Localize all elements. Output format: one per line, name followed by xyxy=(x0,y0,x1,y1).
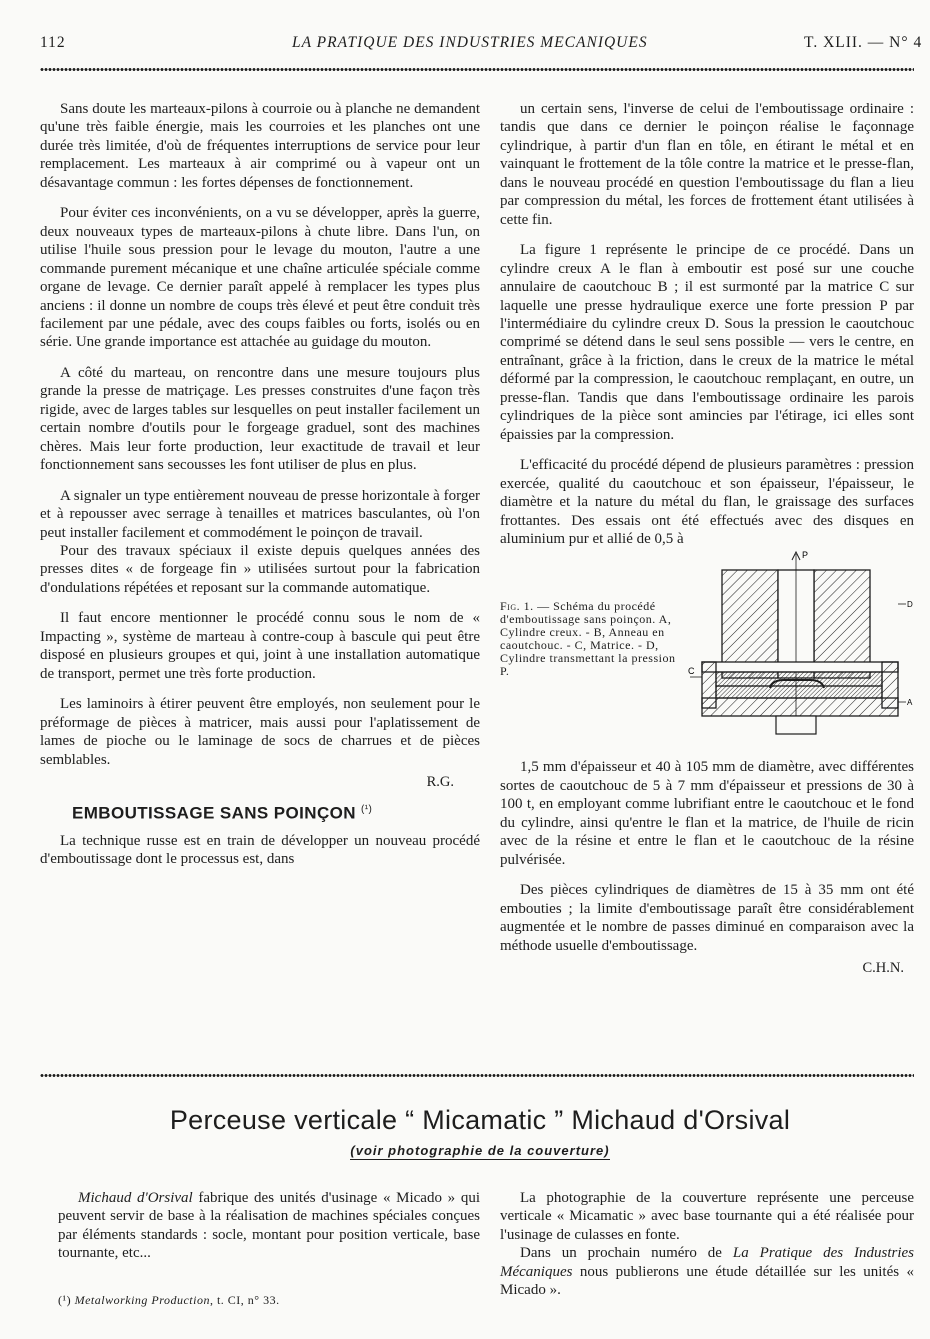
article-subtitle xyxy=(0,1143,930,1158)
left-column xyxy=(40,100,480,880)
paragraph: La technique russe est en train de développer un nouveau procédé d'emboutissage dont le processus est, dans xyxy=(40,832,480,867)
journal-title: LA PRATIQUE DES INDUSTRIES MECANIQUES xyxy=(292,34,648,51)
figure-1 xyxy=(500,550,914,740)
paragraph: Il faut encore mentionner le procédé connu sous le nom de « Impacting », système de marteau à contre-coup à bascule qui peut être disposé en plusieurs groupes et qui, joint à une installation automatique de transport, permet une très forte production. xyxy=(40,610,480,682)
label-p: P xyxy=(802,550,809,561)
signature: C.H.N. xyxy=(862,959,904,976)
article-subtitle-text: (voir photographie de la couverture) xyxy=(350,1143,610,1158)
paragraph: Sans doute les marteaux-pilons à courroie ou à planche ne demandent qu'une très faible énergie, mais les courroies et les planches ont une durée très limitée, d'où de fréquentes interruptions de service pour leur remplacement. Les marteaux à air comprimé ou à vapeur ont un désavantage commun : les fortes dépenses de fonctionnement. xyxy=(40,101,480,191)
paragraph: L'efficacité du procédé dépend de plusieurs paramètres : pression exercée, qualité du caoutchouc et son épaisseur, l'épaisseur, le diamètre et la nature du métal du flan, le graissage des surfaces frottantes. Des essais ont été effectués avec des disques en aluminium pur et allié de 0,5 à xyxy=(500,457,914,547)
label-c: C xyxy=(688,666,695,677)
footnote-reference: (¹) xyxy=(361,804,373,816)
volume-number: T. XLII. — N° 4 xyxy=(804,34,923,51)
paragraph-text: nous publierons une étude détaillée sur les unités « Micado ». xyxy=(500,1263,914,1299)
journal-name: La Pratique des Industries Mécaniques xyxy=(500,1245,914,1280)
article-title: Perceuse verticale “ Micamatic ” Michaud d'Orsival xyxy=(169,1105,791,1135)
paragraph xyxy=(58,1189,480,1263)
figure-caption-text: — Schéma du procédé d'emboutissage sans poinçon. A, Cylindre creux. - B, Anneau en caoutchouc. - C, Matrice. - D, Cylindre transmettant la pression P. xyxy=(500,599,676,679)
paragraph: La figure 1 représente le principe de ce procédé. Dans un cylindre creux A le flan à emboutir est posé sur une couche annulaire de caoutchouc B ; il est surmonté par la matrice C sur laquelle une presse hydraulique exerce une forte pression P par l'intermédiaire du cylindre creux D. Sous la pression le caoutchouc comprimé se détend dans le seul sens possible — vers le centre, en entraînant, grâce à la friction, dans le creux de la matrice le métal déformé par la compression, le caoutchouc remplaçant, en outre, un presse-flan. Tandis que dans l'emboutissage ordinaire les parois cylindriques de la pièce sont amincies par l'étirage, ici elles sont épaissies par la compression. xyxy=(500,242,914,443)
paragraph: La photographie de la couverture représente une perceuse verticale « Micamatic » avec base tournante qui a été réalisée pour l'usinage de culasses en fonte. xyxy=(500,1190,914,1243)
brand-name: Michaud d'Orsival xyxy=(78,1190,193,1206)
paragraph: 1,5 mm d'épaisseur et 40 à 105 mm de diamètre, avec différentes sortes de caoutchouc de 5 à 7 mm d'épaisseur et pressions de 30 à 100 t, en employant comme lubrifiant entre le caoutchouc et le fond du cylindre, ainsi qu'entre le flan et la matrice, de l'huile de ricin avec de la résine et entre le flan et le caoutchouc de la résine pulvérisée. xyxy=(500,759,914,868)
embossing-diagram xyxy=(688,550,914,740)
paragraph-text: fabrique des unités d'usinage « Micado » qui peuvent servir de base à la réalisation de machines spéciales conçues par éléments standards : socle, montant pour position verticale, base tournante, etc... xyxy=(58,1190,481,1262)
base xyxy=(776,716,816,734)
dotted-rule-top xyxy=(40,67,914,72)
section-heading xyxy=(72,801,480,823)
paragraph: Pour éviter ces inconvénients, on a vu se développer, après la guerre, deux nouveaux types de marteaux-pilons à chute libre. Dans l'un, on utilise l'huile sous pression pour le levage du mouton, l'autre a une commande purement mécanique et une chaîne articulée spéciale comme organe de levage. Ce dernier paraît appelé à remplacer les types plus anciens : il donne un nombre de coups très élevé et peut être conduit très facilement par une pédale, avec des coups faibles ou forts, isolés ou en série. Une grande importance est attachée au guidage du mouton. xyxy=(40,205,480,351)
footnote-ref: , t. CI, n° 33. xyxy=(209,1293,280,1307)
dotted-rule-bottom xyxy=(40,1073,914,1078)
article2-right xyxy=(500,1189,914,1300)
paragraph: Les laminoirs à étirer peuvent être employés, non seulement pour le préformage de pièces à matricer, mais aussi pour l'aplatissement de lames de pioche ou le laminage de socs de charrues et de pièces semblables. xyxy=(40,696,480,768)
section-heading-text: EMBOUTISSAGE SANS POINÇON xyxy=(72,804,356,824)
running-header xyxy=(0,34,930,56)
figure-caption xyxy=(500,600,682,678)
page-number: 112 xyxy=(40,34,66,51)
paragraph: Pour des travaux spéciaux il existe depuis quelques années des presses dites « de forgeage fin » utilisées surtout pour la fabrication d'ondulations répétées et reposant sur la commande automatique. xyxy=(40,542,480,596)
label-a: A xyxy=(907,698,913,708)
signature: R.G. xyxy=(426,773,454,790)
footnote-source: Metalworking Production xyxy=(74,1293,210,1307)
label-d: D xyxy=(907,600,913,610)
paragraph-text: Dans un prochain numéro de xyxy=(520,1245,733,1262)
right-column xyxy=(500,100,914,977)
article2-left xyxy=(58,1189,480,1275)
footnote xyxy=(58,1293,280,1308)
paragraph xyxy=(500,1244,914,1299)
paragraph: A côté du marteau, on rencontre dans une mesure toujours plus grande la presse de matriçage. Les presses construites d'une façon très rigide, avec de larges tables sur lesquelles on peut installer facilement un certain nombre d'outils pour le forgeage graduel, sont des machines chères. Mais leur forte production, leur exactitude de travail et leur fonctionnement sans secousses les font utiliser de plus en plus. xyxy=(40,364,480,474)
footnote-mark: (¹) xyxy=(58,1293,72,1307)
paragraph: A signaler un type entièrement nouveau de presse horizontale à forger et à repousser avec serrage à tenailles et matrices basculantes, où l'on peut installer facilement et commodément le poinçon de travail. xyxy=(40,487,480,541)
paragraph: un certain sens, l'inverse de celui de l'emboutissage ordinaire : tandis que dans ce dernier le poinçon réalise le façonnage cylindrique, à partir d'un flan en tôle, en étirant le métal et en vainquant le frottement de la tôle contre la matrice et le presse-flan, dans le nouveau procédé en question l'emboutissage du flan a lieu par compression du métal, les forces de frottement étant utilisées à cette fin. xyxy=(500,101,914,228)
paragraph: Des pièces cylindriques de diamètres de 15 à 35 mm ont été embouties ; la limite d'emboutissage paraît être considérablement augmentée et le nombre de passes diminué en comparaison avec la méthode usuelle d'emboutissage. xyxy=(500,882,914,954)
rubber-ring-b xyxy=(716,686,882,698)
figure-caption-label: Fig. 1. xyxy=(500,599,534,614)
